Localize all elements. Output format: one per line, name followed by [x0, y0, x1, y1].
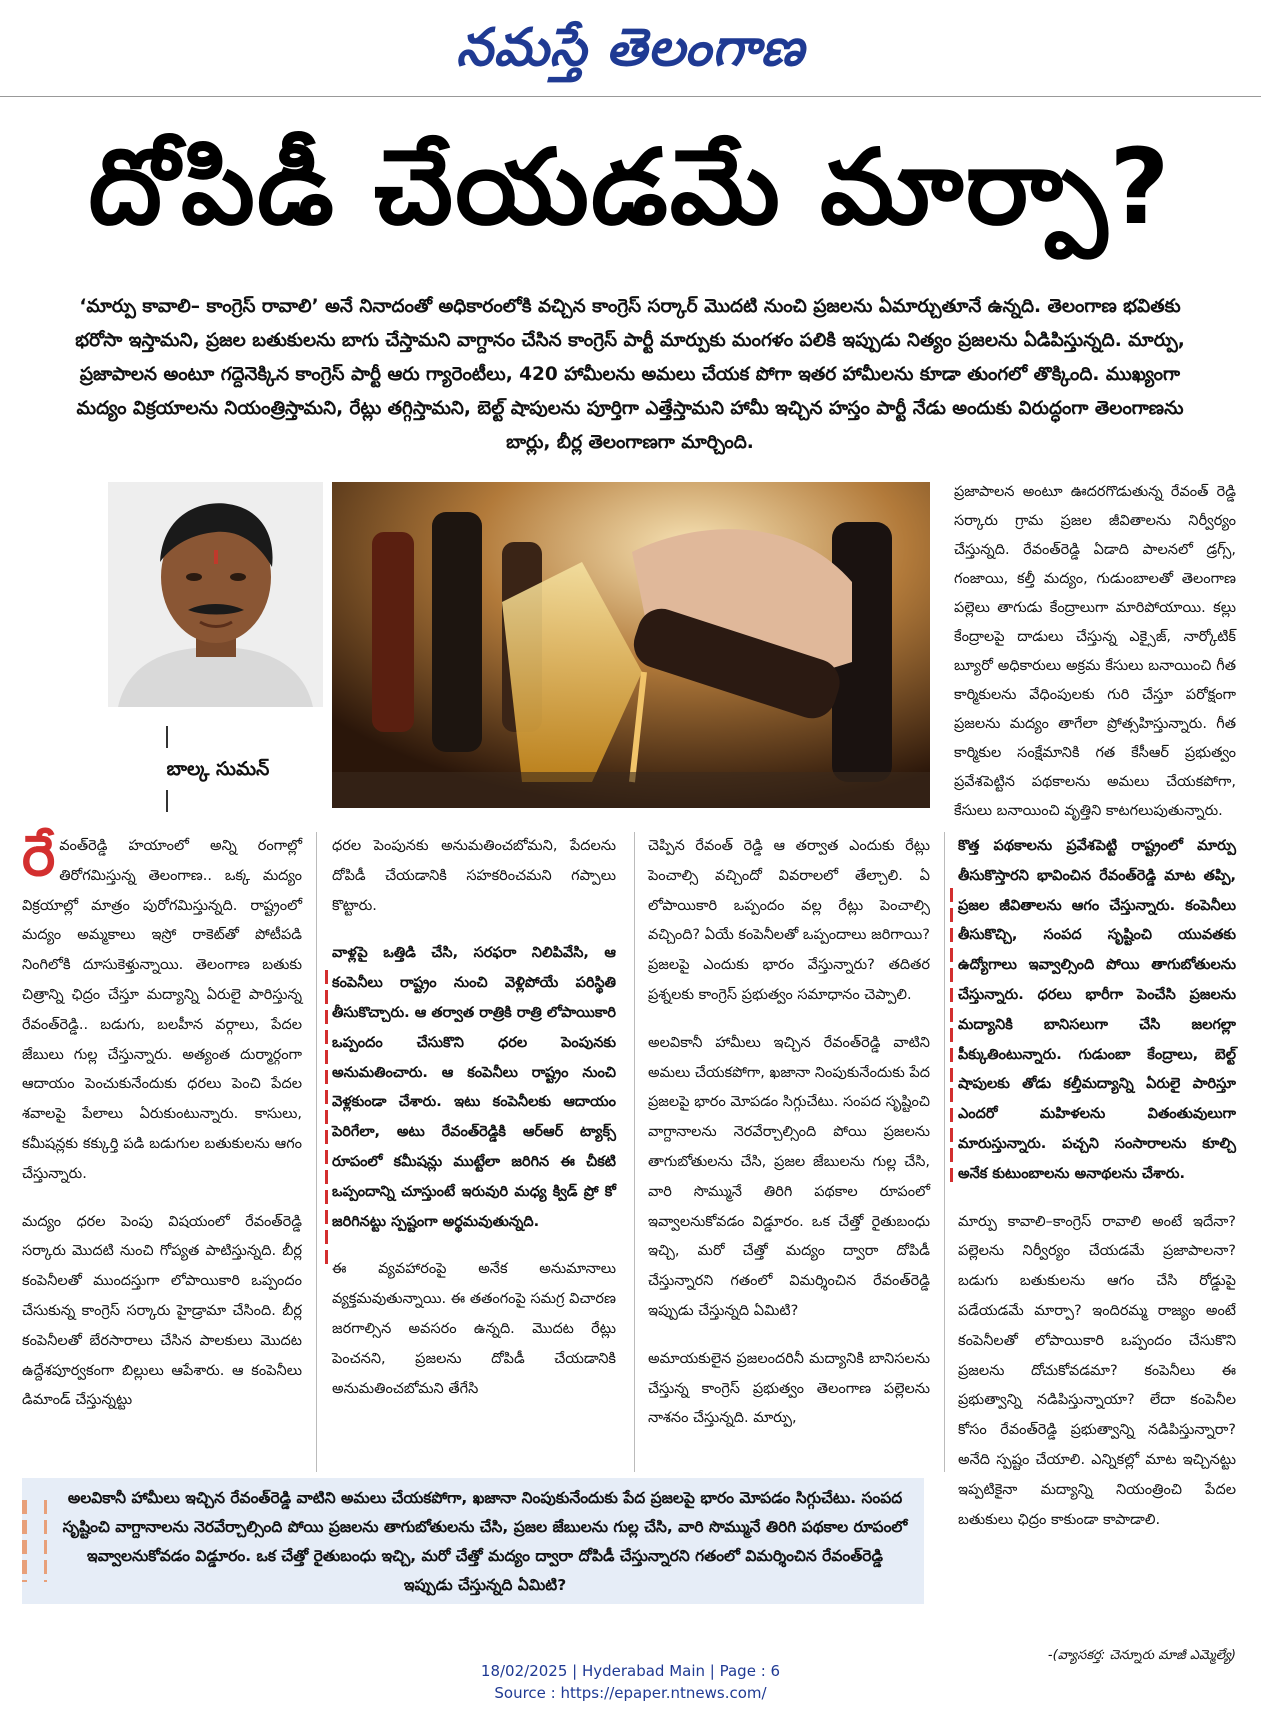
- masthead: [0, 8, 1261, 88]
- callout-accent-bar: [22, 1500, 27, 1582]
- paragraph: అలవికానీ హామీలు ఇచ్చిన రేవంత్‌రెడ్డి వాటిని అమలు చేయకపోగా, ఖజానా నింపుకునేందుకు పేద ప్రజలపై భారం మోపడం సిగ్గుచేటు. సంపద సృష్టించి వాగ్దానాలను నెరవేర్చాల్సింది పోయి ప్రజలను తాగుబోతులను చేసి, ప్రజల జేబులను గుల్ల చేసి, వారి సొమ్మునే తిరిగి పథకాల రూపంలో ఇవ్వాలనుకోవడం విడ్డూరం. ఒక చేత్తో రైతుబంధు ఇచ్చి, మరో చేత్తో మద్యం ద్వారా దోపిడీ చేస్తున్నారని గతంలో విమర్శించిన రేవంత్‌రెడ్డి ఇప్పుడు చేస్తున్నది ఏమిటి?: [648, 1034, 930, 1319]
- article-column-2: [332, 832, 616, 1422]
- author-name: బాల్క సుమన్: [166, 758, 270, 780]
- article-photo: [332, 482, 930, 808]
- author-portrait-image: [108, 482, 323, 707]
- pullquote-accent-bar: [325, 970, 328, 1270]
- column-divider: [944, 832, 945, 1472]
- side-column-text: ప్రజాపాలన అంటూ ఊదరగొడుతున్న రేవంత్ రెడ్డి సర్కారు గ్రామ ప్రజల జీవితాలను నిర్వీర్యం చేస్తున్నది. రేవంత్‌రెడ్డి ఏడాది పాలనలో డ్రగ్స్, గంజాయి, కల్తీ మద్యం, గుడుంబాలతో తెలంగాణ పల్లెలు తాగుడు కేంద్రాలుగా మారిపోయాయి. కల్లు కేంద్రాలపై దాడులు చేస్తున్న ఎక్సైజ్, నార్కోటిక్ బ్యూరో అధికారులు అక్రమ కేసులు బనాయించి గీత కార్మికులను వేధింపులకు గురి చేస్తూ పరోక్షంగా ప్రజలను మద్యం తాగేలా ప్రోత్సహిస్తున్నారు. గీత కార్మికుల సంక్షేమానికి గత కేసీఆర్ ప్రభుత్వం ప్రవేశపెట్టిన పథకాలను అమలు చేయకపోగా, కేసులు బనాయించి వృత్తిని కాటగలుపుతున్నారు.: [954, 484, 1236, 819]
- masthead-divider: [0, 96, 1261, 97]
- highlighted-paragraph: కొత్త పథకాలను ప్రవేశపెట్టి రాష్ట్రంలో మార్పు తీసుకొస్తారని భావించిన రేవంత్‌రెడ్డి మాట తప్పి, ప్రజల జీవితాలను ఆగం చేస్తున్నారు. కంపెనీలు తీసుకొచ్చి, సంపద సృష్టించి యువతకు ఉద్యోగాలు ఇవ్వాల్సింది పోయి తాగుబోతులను చేస్తున్నారు. ధరలు భారీగా పెంచేసి ప్రజలను మద్యానికి బానిసలుగా చేసి జలగల్లా పీక్కుతింటున్నారు. గుడుంబా కేంద్రాలు, బెల్ట్ షాపులకు తోడు కల్తీమద్యాన్ని ఏరులై పారిస్తూ ఎందరో మహిళలను వితంతువులుగా మారుస్తున్నారు. పచ్చని సంసారాలను కూల్చి అనేక కుటుంబాలను అనాథలను చేశారు.: [958, 838, 1236, 1182]
- author-caption-rule-top: [166, 726, 168, 748]
- page-footer: [0, 1660, 1261, 1704]
- column-divider: [316, 832, 317, 1472]
- author-caption-rule-bottom: [166, 790, 168, 812]
- callout-accent-bar: [44, 1500, 47, 1582]
- author-photo: [108, 482, 323, 707]
- paragraph-text: వంత్‌రెడ్డి హయాంలో అన్ని రంగాల్లో తిరోగమిస్తున్న తెలంగాణ.. ఒక్క మద్యం విక్రయాల్లో మాత్రం పురోగమిస్తున్నది. రాష్ట్రంలో మద్యం అమ్మకాలు ఇస్రో రాకెట్‌తో పోటీపడి నింగిలోకి దూసుకెళ్తున్నాయి. తెలంగాణ బతుకు చిత్రాన్ని ఛిద్రం చేస్తూ మద్యాన్ని ఏరులై పారిస్తున్న రేవంత్‌రెడ్డి.. బడుగు, బలహీన వర్గాలు, పేదల జేబులు గుల్ల చేస్తున్నారు. అత్యంత దుర్మార్గంగా ఆదాయం పెంచుకునేందుకు ధరలు పెంచి పేదల శవాలపై పేలాలు ఏరుకుంటున్నారు. కాసులు, కమీషన్లకు కక్కుర్తి పడి బడుగుల బతుకులను ఆగం చేస్తున్నారు.: [22, 838, 302, 1182]
- headline: దోపిడీ చేయడమే మార్పా?: [88, 126, 1172, 248]
- highlighted-paragraph: వాళ్లపై ఒత్తిడి చేసి, సరఫరా నిలిపివేసి, ఆ కంపెనీలు రాష్ట్రం నుంచి వెళ్లిపోయే పరిస్థితి తీసుకొచ్చారు. ఆ తర్వాత రాత్రికి రాత్రి లోపాయికారి ఒప్పందం చేసుకొని ధరల పెంపునకు అనుమతించారు. ఆ కంపెనీలు రాష్ట్రం నుంచి వెళ్లకుండా చేశారు. ఇటు కంపెనీలకు ఆదాయం పెరిగేలా, అటు రేవంత్‌రెడ్డికి ఆర్‌ఆర్ ట్యాక్స్ రూపంలో కమీషన్లు ముట్టేలా జరిగిన ఈ చీకటి ఒప్పందాన్ని చూస్తుంటే ఇరువురి మధ్య క్విడ్ ప్రో కో జరిగినట్టు స్పష్టంగా అర్థమవుతున్నది.: [332, 945, 616, 1230]
- article-column-1: [22, 824, 302, 1434]
- edition-info: 18/02/2025 | Hyderabad Main | Page : 6: [480, 1662, 781, 1680]
- intro-paragraph: ‘మార్పు కావాలి– కాంగ్రెస్ రావాలి’ అనే నినాదంతో అధికారంలోకి వచ్చిన కాంగ్రెస్ సర్కార్ మొదటి నుంచి ప్రజలను ఏమార్చుతూనే ఉన్నది. తెలంగాణ భవితకు భరోసా ఇస్తామని, ప్రజల బతుకులను బాగు చేస్తామని వాగ్దానం చేసిన కాంగ్రెస్ పార్టీ మార్పుకు మంగళం పలికి ఇప్పుడు నిత్యం ప్రజలను ఏడిపిస్తున్నది. మార్పు, ప్రజాపాలన అంటూ గద్దెనెక్కిన కాంగ్రెస్ పార్టీ ఆరు గ్యారెంటీలు, 420 హామీలను అమలు చేయక పోగా ఇతర హామీలను కూడా తుంగలో తొక్కింది. ముఖ్యంగా మద్యం విక్రయాలను నియంత్రిస్తామని, రేట్లు తగ్గిస్తామని, బెల్ట్ షాపులను పూర్తిగా ఎత్తేస్తామని హామీ ఇచ్చిన హస్తం పార్టీ నేడు అందుకు విరుద్ధంగా తెలంగాణను బార్లు, బీర్ల తెలంగాణగా మార్చింది.: [75, 296, 1185, 453]
- paragraph: [22, 824, 302, 1190]
- paragraph: మద్యం ధరల పెంపు విషయంలో రేవంత్‌రెడ్డి సర్కారు మొదటి నుంచి గోప్యత పాటిస్తున్నది. బీర్ల కంపెనీలతో ముందస్తుగా లోపాయికారి ఒప్పందం చేసుకున్న కాంగ్రెస్ సర్కారు హైడ్రామా చేసింది. బీర్ల కంపెనీలతో బేరసారాలు చేసిన పాలకులు మొదట ఉద్దేశపూర్వకంగా బిల్లులు ఆపేశారు. ఆ కంపెనీలు డిమాండ్ చేస్తున్నట్టు: [22, 1213, 302, 1409]
- liquor-pouring-image: [332, 482, 930, 808]
- paragraph: ఈ వ్యవహారంపై అనేక అనుమానాలు వ్యక్తమవుతున్నాయి. ఈ తతంగంపై సమగ్ర విచారణ జరగాల్సిన అవసరం ఉన్నది. మొదట రేట్లు పెంచనని, ప్రజలను దోపిడీ చేయడానికి అనుమతించబోమని తేగేసి: [332, 1261, 616, 1397]
- drop-cap: రే: [22, 824, 56, 889]
- article-column-3: [648, 832, 930, 1452]
- paragraph: ధరల పెంపునకు అనుమతించబోమని, పేదలను దోపిడీ చేయడానికి సహకరించమని గప్పాలు కొట్టారు.: [332, 838, 616, 914]
- source-link[interactable]: Source : https://epaper.ntnews.com/: [494, 1684, 767, 1702]
- paragraph: అమాయకులైన ప్రజలందరినీ మద్యానికి బానిసలను చేస్తున్న కాంగ్రెస్ ప్రభుత్వం తెలంగాణ పల్లెలను నాశనం చేస్తున్నది. మార్పు,: [648, 1350, 930, 1427]
- pullquote-accent-bar: [950, 888, 953, 1188]
- paragraph: మార్పు కావాలి–కాంగ్రెస్ రావాలి అంటే ఇదేనా? పల్లెలను నిర్వీర్యం చేయడమే ప్రజాపాలనా? బడుగు బతుకులను ఆగం చేసి రోడ్డుపై పడేయడమే మార్పా? ఇందిరమ్మ రాజ్యం అంటే కంపెనీలతో లోపాయికారి ఒప్పందం చేసుకొని ప్రజలను దోచుకోవడమా? కంపెనీలు ఈ ప్రభుత్వాన్ని నడిపిస్తున్నాయా? లేదా కంపెనీల కోసం రేవంత్‌రెడ్డి ప్రభుత్వాన్ని నడిపిస్తున్నారా? అనేది స్పష్టం చేయాలి. ఎన్నికల్లో మాట ఇచ్చినట్టు ఇప్పటికైనా మద్యాన్ని నియంత్రించి పేదల బతుకులు ఛిద్రం కాకుండా కాపాడాలి.: [958, 1213, 1236, 1528]
- newspaper-logo: నమస్తే తెలంగాణ: [456, 17, 805, 78]
- article-column-4: [958, 832, 1236, 1553]
- paragraph: చెప్పిన రేవంత్ రెడ్డి ఆ తర్వాత ఎందుకు రేట్లు పెంచాల్సి వచ్చిందో వివరాలలో తేల్చాలి. ఏ లోపాయికారి ఒప్పందం వల్ల రేట్లు పెంచాల్సి వచ్చింది? ఏయే కంపెనీలతో ఒప్పందాలు జరిగాయి? ప్రజలపై ఎందుకు భారం వేస్తున్నారు? తదితర ప్రశ్నలకు కాంగ్రెస్ ప్రభుత్వం సమాధానం చెప్పాలి.: [648, 838, 930, 1003]
- column-divider: [634, 832, 635, 1472]
- author-byline: -(వ్యాసకర్త: చెన్నూరు మాజీ ఎమ్మెల్యే): [1047, 1648, 1236, 1663]
- callout-text: అలవికానీ హామీలు ఇచ్చిన రేవంత్‌రెడ్డి వాటిని అమలు చేయకపోగా, ఖజానా నింపుకునేందుకు పేద ప్రజలపై భారం మోపడం సిగ్గుచేటు. సంపద సృష్టించి వాగ్దానాలను నెరవేర్చాల్సింది పోయి ప్రజలను తాగుబోతులను చేసి, ప్రజల జేబులను గుల్ల చేసి, వారి సొమ్మునే తిరిగి పథకాల రూపంలో ఇవ్వాలనుకోవడం విడ్డూరం. ఒక చేత్తో రైతుబంధు ఇచ్చి, మరో చేత్తో మద్యం ద్వారా దోపిడీ చేస్తున్నారని గతంలో విమర్శించిన రేవంత్‌రెడ్డి ఇప్పుడు చేస్తున్నది ఏమిటి?: [62, 1489, 908, 1594]
